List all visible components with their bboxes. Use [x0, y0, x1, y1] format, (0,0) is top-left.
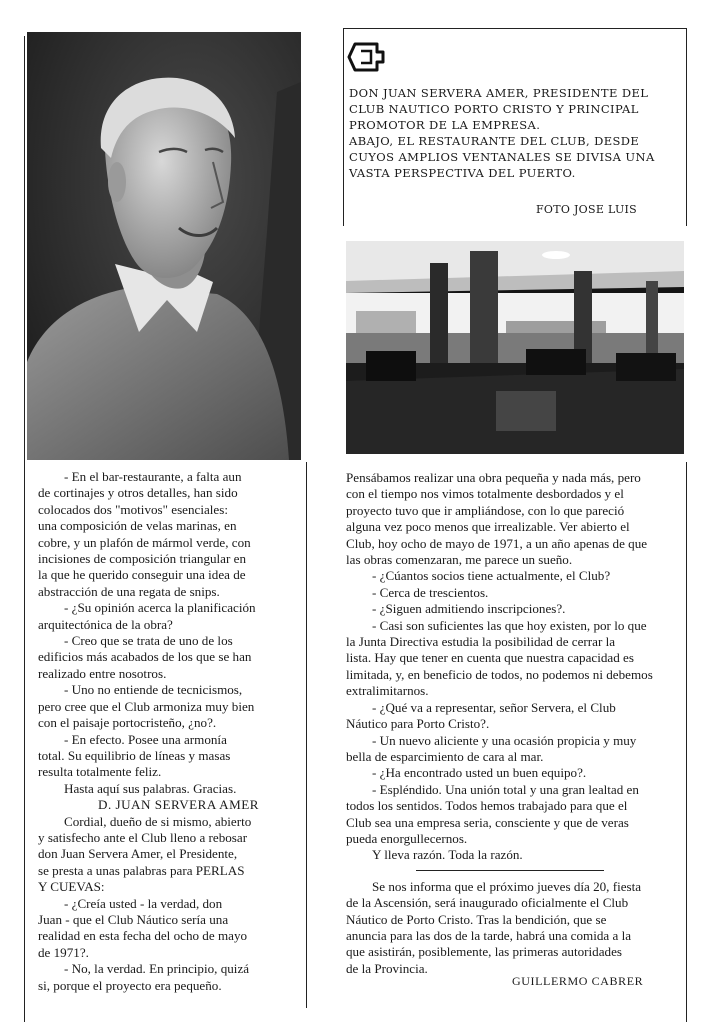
section-heading: D. JUAN SERVERA AMER [98, 797, 260, 813]
note-separator-rule [416, 870, 604, 871]
article-line: pero cree que el Club armoniza muy bien [38, 698, 255, 714]
article-line: - ¿Ha encontrado usted un buen equipo?. [372, 765, 587, 781]
article-line: proyecto tuvo que ir ampliándose, con lo que pareció [346, 502, 625, 518]
caption-line: PROMOTOR DE LA EMPRESA. [349, 118, 541, 132]
article-line: - Un nuevo aliciente y una ocasión propicia y muy [372, 732, 637, 748]
photo-caption-text [349, 85, 679, 181]
article-line: las obras comenzaran, me parece un sueño. [346, 552, 573, 568]
article-line: limitada, y, en beneficio de todos, no podemos ni debemos [346, 666, 653, 682]
article-line: Y lleva razón. Toda la razón. [372, 847, 523, 863]
article-line: Pensábamos realizar una obra pequeña y nada más, pero [346, 470, 641, 485]
restaurant-photo [346, 241, 684, 454]
article-line: - ¿Qué va a representar, señor Servera, el Club [372, 699, 616, 715]
note-line: de la Ascensión, será inaugurado oficialmente el Club [346, 895, 629, 911]
article-line: Club sea una empresa seria, consciente y que de veras [346, 814, 629, 830]
article-line: total. Su equilibrio de líneas y masas [38, 747, 231, 763]
article-line: cobre, y un plafón de mármol verde, con [38, 534, 251, 550]
article-line: lista. Hay que tener en cuenta que nuestra capacidad es [346, 650, 634, 666]
article-line: - ¿Cúantos socios tiene actualmente, el Club? [372, 568, 611, 584]
article-line: si, porque el proyecto era pequeño. [38, 977, 222, 993]
article-line: - ¿Siguen admitiendo inscripciones?. [372, 601, 566, 617]
article-line: - Casi son suficientes las que hoy existen, por lo que [372, 617, 647, 633]
article-line: - ¿Creía usted - la verdad, don [64, 895, 223, 911]
photo-caption-box [343, 28, 687, 228]
article-line: Y CUEVAS: [38, 879, 105, 895]
caption-line: ABAJO, EL RESTAURANTE DEL CLUB, DESDE [349, 134, 640, 148]
article-line: resulta totalmente feliz. [38, 764, 162, 780]
article-line: con el tiempo nos vimos totalmente desbordados y el [346, 486, 624, 502]
caption-line: CLUB NAUTICO PORTO CRISTO Y PRINCIPAL [349, 102, 639, 116]
article-line: de cortinajes y otros detalles, han sido [38, 485, 238, 501]
caption-line: VASTA PERSPECTIVA DEL PUERTO. [349, 166, 576, 180]
note-line: Náutico de Porto Cristo. Tras la bendición, que se [346, 911, 607, 927]
article-line: - ¿Su opinión acerca la planificación [64, 600, 256, 616]
article-line: edificios más acabados de los que se han [38, 649, 252, 665]
article-line: y satisfecho ante el Club lleno a rebosar [38, 829, 248, 845]
article-line: arquitectónica de la obra? [38, 616, 173, 632]
article-line: Cordial, dueño de si mismo, abierto [64, 813, 252, 829]
article-line: de 1971?. [38, 944, 89, 960]
note-line: Se nos informa que el próximo jueves día 20, fiesta [372, 878, 642, 894]
article-line: Hasta aquí sus palabras. Gracias. [64, 780, 237, 796]
article-line: la Junta Directiva estudia la posibilidad de cerrar la [346, 634, 616, 650]
caption-line: CUYOS AMPLIOS VENTANALES SE DIVISA UNA [349, 150, 655, 164]
note-line: anuncia para las dos de la tarde, habrá una comida a la [346, 927, 632, 943]
article-line: alguna vez poco menos que irrealizable. Ver abierto el [346, 519, 630, 535]
right-article-column [346, 470, 682, 977]
article-line: se presta a unas palabras para PERLAS [38, 862, 245, 878]
article-line: la que he querido conseguir una idea de [38, 567, 246, 583]
article-line: bella de esparcimiento de cara al mar. [346, 748, 544, 764]
note-line: que asistirán, posiblemente, las primeras autoridades [346, 944, 622, 960]
article-line: realidad en esta fecha del ocho de mayo [38, 928, 248, 944]
article-line: realizado entre nosotros. [38, 665, 167, 681]
right-margin-rule [686, 462, 687, 1022]
article-line: Juan - que el Club Náutico sería una [38, 911, 229, 927]
article-line: con el paisaje portocristeño, ¿no?. [38, 715, 217, 731]
left-article-column [38, 469, 300, 994]
article-line: colocados dos "motivos" esenciales: [38, 501, 228, 517]
article-line: - Uno no entiende de tecnicismos, [64, 682, 243, 698]
article-line: - Espléndido. Una unión total y una gran lealtad en [372, 781, 639, 797]
article-line: Náutico para Porto Cristo?. [346, 716, 490, 732]
article-line: Club, hoy ocho de mayo de 1971, a un año apenas de que [346, 535, 648, 551]
column-divider-rule [306, 462, 307, 1008]
article-line: abstracción de una regata de snips. [38, 583, 220, 599]
author-signature: GUILLERMO CABRER [512, 974, 644, 988]
photo-credit: FOTO JOSE LUIS [535, 203, 637, 216]
article-line: - En efecto. Posee una armonía [64, 731, 227, 747]
caption-line: DON JUAN SERVERA AMER, PRESIDENTE DEL [349, 86, 649, 100]
article-line: pueda enorgullecernos. [346, 830, 468, 846]
article-line: - No, la verdad. En principio, quizá [64, 961, 250, 977]
article-line: - En el bar-restaurante, a falta aun [64, 469, 242, 484]
article-line: todos los sentidos. Todos hemos trabajado para que el [346, 798, 628, 814]
note-line: de la Provincia. [346, 960, 428, 976]
article-line: don Juan Servera Amer, el Presidente, [38, 846, 238, 862]
left-margin-rule [24, 36, 25, 1022]
portrait-photo [27, 32, 301, 460]
article-line: - Cerca de trescientos. [372, 584, 489, 600]
article-line: extralimitarnos. [346, 683, 429, 699]
article-line: incisiones de composición triangular en [38, 551, 246, 567]
article-line: - Creo que se trata de uno de los [64, 633, 233, 649]
article-line: una composición de velas marinas, en [38, 518, 237, 534]
anchor-logo-icon [347, 40, 387, 74]
